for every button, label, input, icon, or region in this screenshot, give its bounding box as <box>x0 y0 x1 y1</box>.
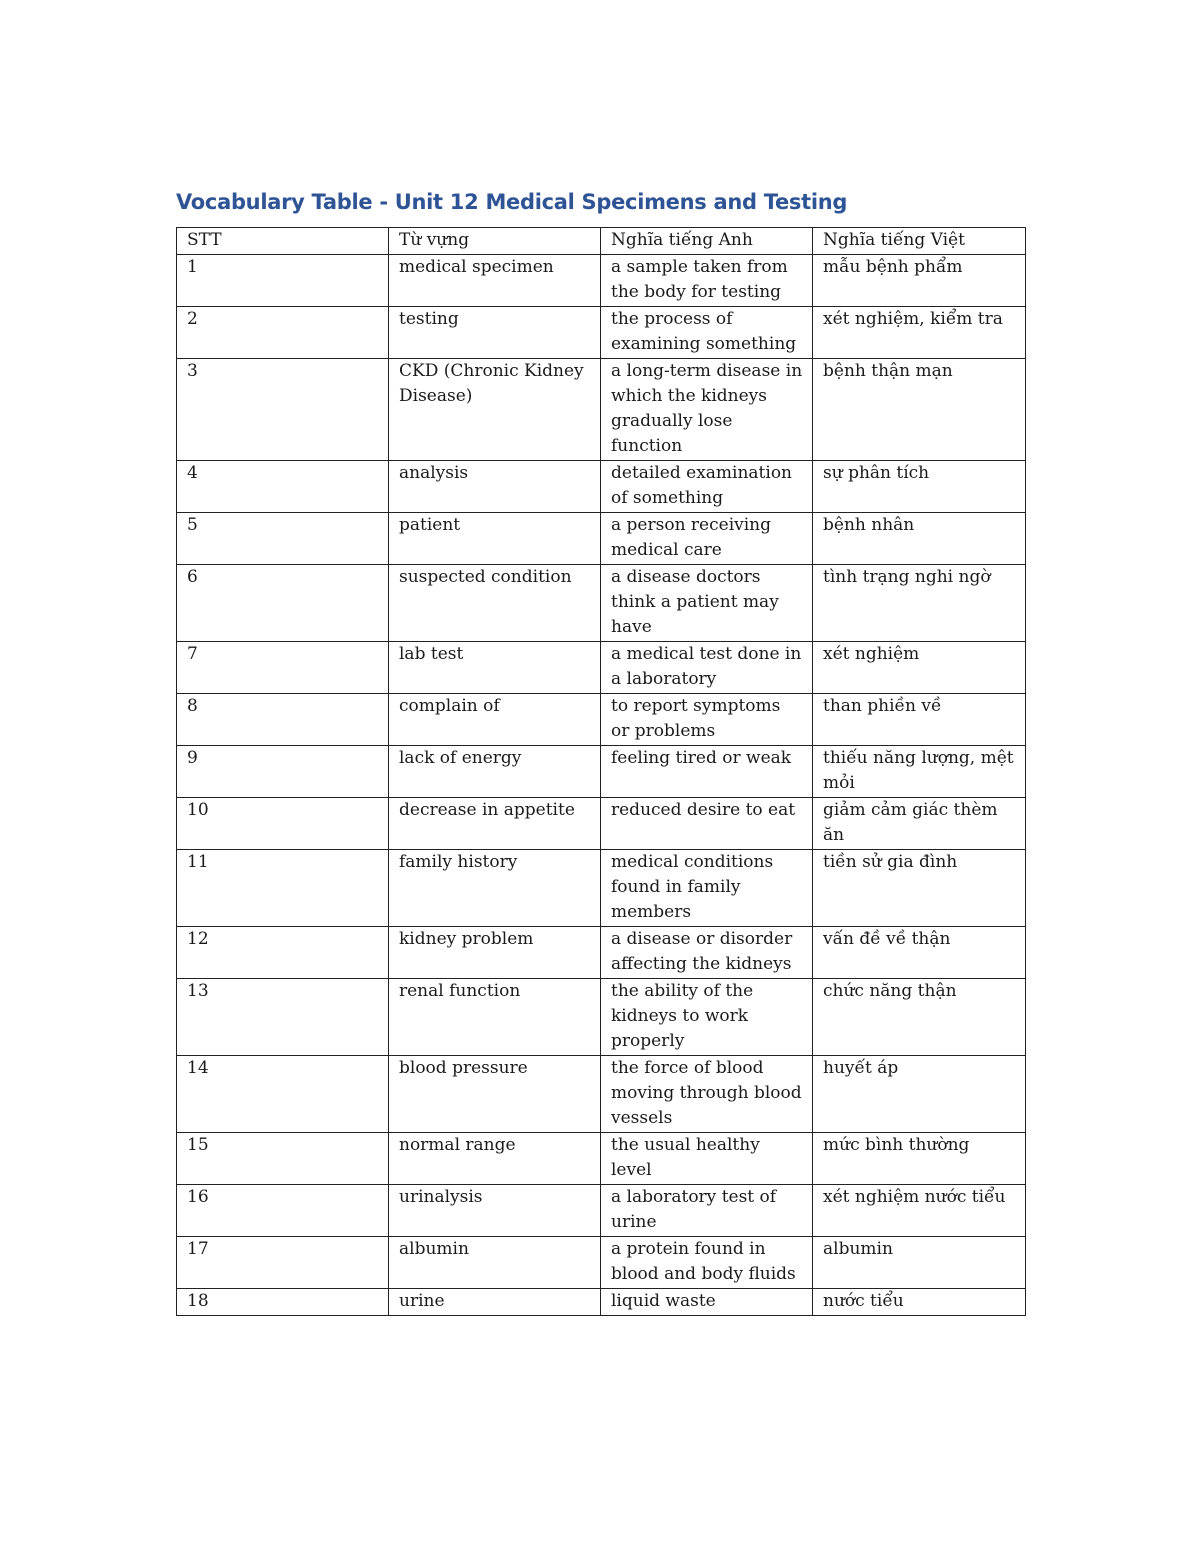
vocabulary-term-cell: suspected condition <box>389 565 601 642</box>
vocabulary-term-cell: patient <box>389 513 601 565</box>
english-meaning-cell: a long-term disease in which the kidneys gradually lose function <box>601 359 813 461</box>
document-title: Vocabulary Table - Unit 12 Medical Specimens and Testing <box>176 190 848 214</box>
vietnamese-meaning-cell: giảm cảm giác thèm ăn <box>813 798 1026 850</box>
english-meaning-cell: detailed examination of something <box>601 461 813 513</box>
english-meaning-cell: a disease or disorder affecting the kidneys <box>601 927 813 979</box>
table-row <box>177 694 1026 746</box>
table-row <box>177 927 1026 979</box>
vietnamese-meaning-cell: bệnh nhân <box>813 513 1026 565</box>
english-meaning-cell: a medical test done in a laboratory <box>601 642 813 694</box>
row-number-cell: 13 <box>177 979 389 1056</box>
vietnamese-meaning-cell: tiền sử gia đình <box>813 850 1026 927</box>
vocabulary-term-cell: lack of energy <box>389 746 601 798</box>
english-meaning-cell: a protein found in blood and body fluids <box>601 1237 813 1289</box>
vocabulary-term-cell: complain of <box>389 694 601 746</box>
table-row <box>177 979 1026 1056</box>
vietnamese-meaning-cell: xét nghiệm <box>813 642 1026 694</box>
row-number-cell: 2 <box>177 307 389 359</box>
table-row <box>177 798 1026 850</box>
vietnamese-meaning-cell: tình trạng nghi ngờ <box>813 565 1026 642</box>
row-number-cell: 9 <box>177 746 389 798</box>
table-row <box>177 746 1026 798</box>
vocabulary-term-cell: CKD (Chronic Kidney Disease) <box>389 359 601 461</box>
vocabulary-term-cell: renal function <box>389 979 601 1056</box>
english-meaning-cell: the ability of the kidneys to work properly <box>601 979 813 1056</box>
table-row <box>177 1133 1026 1185</box>
row-number-cell: 1 <box>177 255 389 307</box>
row-number-cell: 16 <box>177 1185 389 1237</box>
vietnamese-meaning-cell: huyết áp <box>813 1056 1026 1133</box>
header-vocabulary: Từ vựng <box>389 228 601 255</box>
english-meaning-cell: a disease doctors think a patient may have <box>601 565 813 642</box>
vietnamese-meaning-cell: xét nghiệm, kiểm tra <box>813 307 1026 359</box>
row-number-cell: 18 <box>177 1289 389 1316</box>
vocabulary-term-cell: urine <box>389 1289 601 1316</box>
row-number-cell: 5 <box>177 513 389 565</box>
vocabulary-term-cell: lab test <box>389 642 601 694</box>
english-meaning-cell: a laboratory test of urine <box>601 1185 813 1237</box>
table-row <box>177 359 1026 461</box>
english-meaning-cell: a sample taken from the body for testing <box>601 255 813 307</box>
header-english-meaning: Nghĩa tiếng Anh <box>601 228 813 255</box>
row-number-cell: 3 <box>177 359 389 461</box>
english-meaning-cell: reduced desire to eat <box>601 798 813 850</box>
row-number-cell: 17 <box>177 1237 389 1289</box>
header-vietnamese-meaning: Nghĩa tiếng Việt <box>813 228 1026 255</box>
row-number-cell: 8 <box>177 694 389 746</box>
vocabulary-term-cell: analysis <box>389 461 601 513</box>
vocabulary-term-cell: kidney problem <box>389 927 601 979</box>
table-body <box>177 255 1026 1316</box>
row-number-cell: 12 <box>177 927 389 979</box>
row-number-cell: 15 <box>177 1133 389 1185</box>
vietnamese-meaning-cell: mẫu bệnh phẩm <box>813 255 1026 307</box>
table-row <box>177 1185 1026 1237</box>
vocabulary-term-cell: albumin <box>389 1237 601 1289</box>
table-row <box>177 1237 1026 1289</box>
vietnamese-meaning-cell: mức bình thường <box>813 1133 1026 1185</box>
vietnamese-meaning-cell: xét nghiệm nước tiểu <box>813 1185 1026 1237</box>
row-number-cell: 10 <box>177 798 389 850</box>
header-row <box>177 228 1026 255</box>
vietnamese-meaning-cell: thiếu năng lượng, mệt mỏi <box>813 746 1026 798</box>
table-row <box>177 255 1026 307</box>
vietnamese-meaning-cell: chức năng thận <box>813 979 1026 1056</box>
vocabulary-term-cell: decrease in appetite <box>389 798 601 850</box>
vocabulary-table <box>176 227 1026 1316</box>
vocabulary-term-cell: blood pressure <box>389 1056 601 1133</box>
header-stt: STT <box>177 228 389 255</box>
vietnamese-meaning-cell: albumin <box>813 1237 1026 1289</box>
english-meaning-cell: medical conditions found in family members <box>601 850 813 927</box>
vocabulary-term-cell: testing <box>389 307 601 359</box>
english-meaning-cell: liquid waste <box>601 1289 813 1316</box>
vocabulary-term-cell: family history <box>389 850 601 927</box>
vocabulary-term-cell: normal range <box>389 1133 601 1185</box>
vietnamese-meaning-cell: vấn đề về thận <box>813 927 1026 979</box>
vietnamese-meaning-cell: sự phân tích <box>813 461 1026 513</box>
row-number-cell: 14 <box>177 1056 389 1133</box>
table-row <box>177 307 1026 359</box>
table-row <box>177 1056 1026 1133</box>
vocabulary-term-cell: urinalysis <box>389 1185 601 1237</box>
vocabulary-term-cell: medical specimen <box>389 255 601 307</box>
vietnamese-meaning-cell: than phiền về <box>813 694 1026 746</box>
english-meaning-cell: a person receiving medical care <box>601 513 813 565</box>
row-number-cell: 7 <box>177 642 389 694</box>
table-row <box>177 461 1026 513</box>
table-row <box>177 1289 1026 1316</box>
table-row <box>177 565 1026 642</box>
row-number-cell: 4 <box>177 461 389 513</box>
vietnamese-meaning-cell: bệnh thận mạn <box>813 359 1026 461</box>
english-meaning-cell: the usual healthy level <box>601 1133 813 1185</box>
english-meaning-cell: to report symptoms or problems <box>601 694 813 746</box>
table-header <box>177 228 1026 255</box>
english-meaning-cell: feeling tired or weak <box>601 746 813 798</box>
vietnamese-meaning-cell: nước tiểu <box>813 1289 1026 1316</box>
row-number-cell: 11 <box>177 850 389 927</box>
row-number-cell: 6 <box>177 565 389 642</box>
english-meaning-cell: the force of blood moving through blood vessels <box>601 1056 813 1133</box>
table-row <box>177 513 1026 565</box>
english-meaning-cell: the process of examining something <box>601 307 813 359</box>
table-row <box>177 850 1026 927</box>
table-row <box>177 642 1026 694</box>
